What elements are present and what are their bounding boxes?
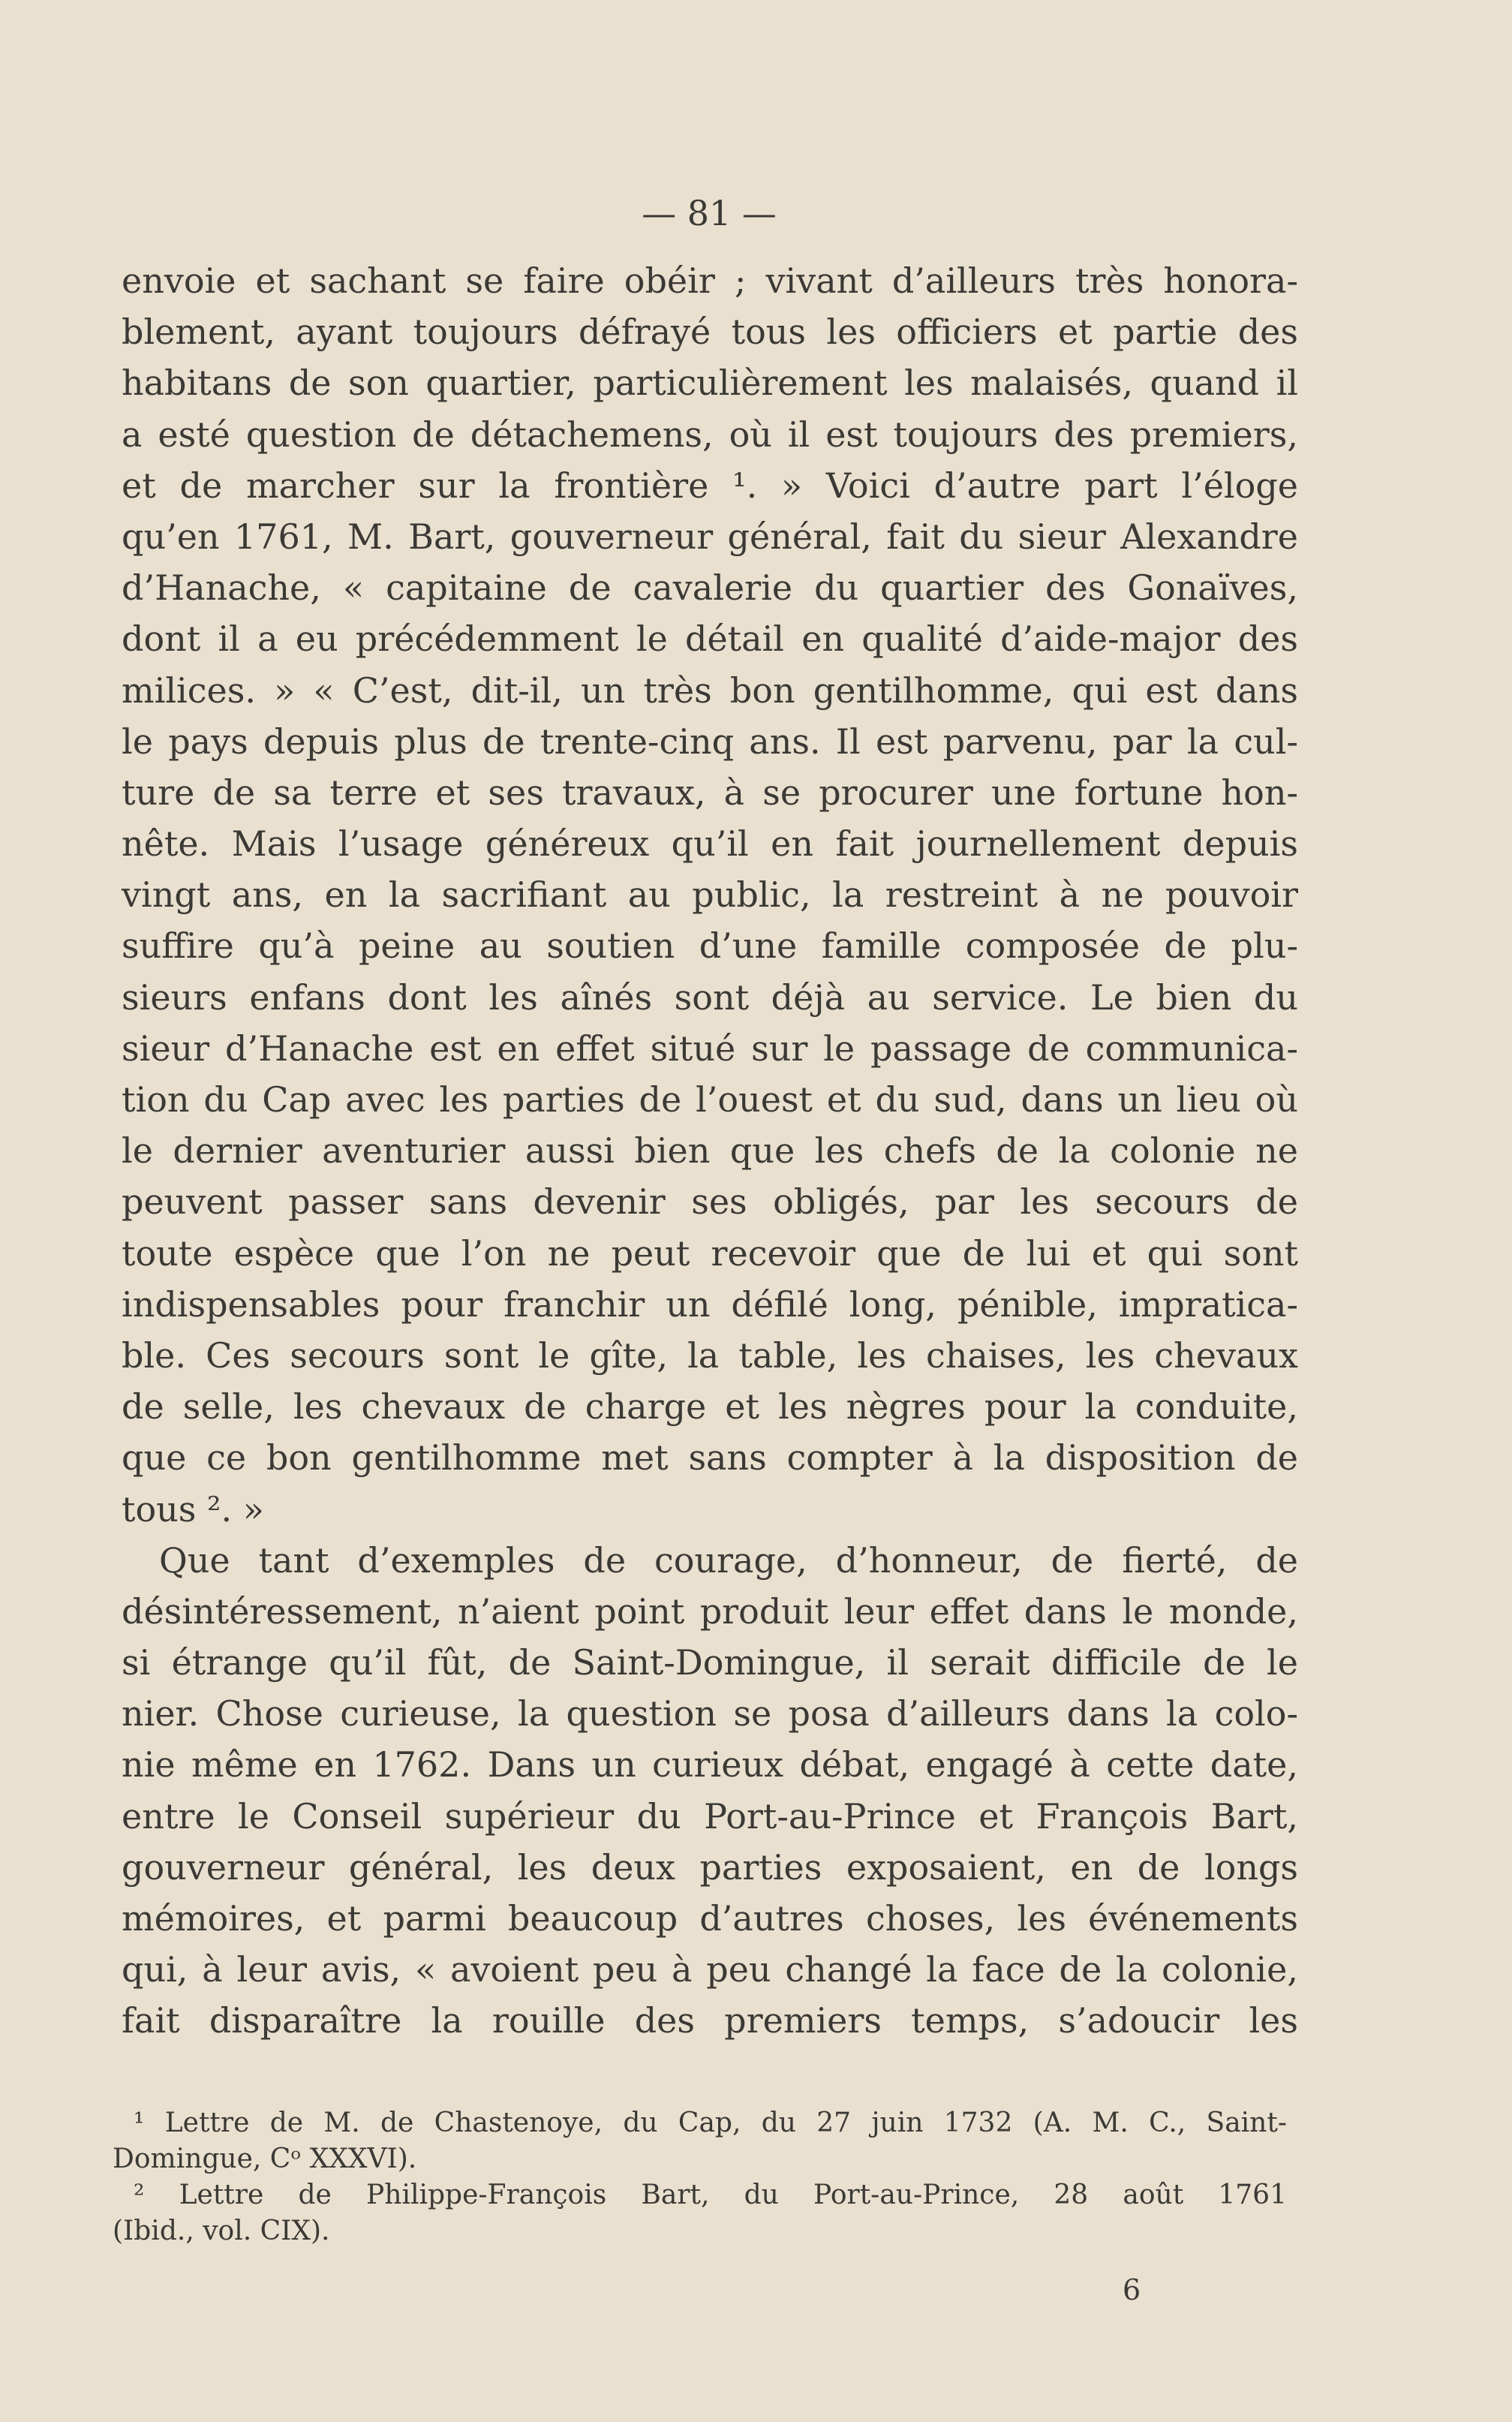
text-line: le pays depuis plus de trente-cinq ans. Il est parvenu, par la cul- (122, 721, 1298, 762)
text-line: sieur d’Hanache est en effet situé sur le passage de communica- (122, 1027, 1298, 1069)
text-line: peuvent passer sans devenir ses obligés, par les secours de (122, 1181, 1298, 1223)
text-line: a esté question de détachemens, où il est toujours des premiers, (122, 414, 1298, 455)
text-line: fait disparaître la rouille des premiers temps, s’adoucir les (122, 2000, 1298, 2041)
text-line: vingt ans, en la sacrifiant au public, la restreint à ne pouvoir (122, 874, 1298, 916)
text-line: Que tant d’exemples de courage, d’honneur, de fierté, de (159, 1539, 1298, 1581)
text-line: qui, à leur avis, « avoient peu à peu changé la face de la colonie, (122, 1949, 1298, 1990)
text-line: nier. Chose curieuse, la question se posa d’ailleurs dans la colo- (122, 1693, 1298, 1735)
text-line: et de marcher sur la frontière ¹. » Voici d’autre part l’éloge (122, 465, 1298, 506)
text-line: habitans de son quartier, particulièrement les malaisés, quand il (122, 363, 1298, 404)
text-line: tion du Cap avec les parties de l’ouest et du sud, dans un lieu où (122, 1079, 1298, 1120)
text-line: blement, ayant toujours défrayé tous les officiers et partie des (122, 311, 1298, 353)
text-line: nête. Mais l’usage généreux qu’il en fait journellement depuis (122, 823, 1298, 865)
text-line: ture de sa terre et ses travaux, à se procurer une fortune hon- (122, 772, 1298, 813)
text-line: sieurs enfans dont les aînés sont déjà au service. Le bien du (122, 976, 1298, 1018)
footnote-line: ¹ Lettre de M. de Chastenoye, du Cap, du 27 juin 1732 (A. M. C., Saint- (134, 2108, 1287, 2138)
text-line: de selle, les chevaux de charge et les nègres pour la conduite, (122, 1386, 1298, 1428)
text-line: que ce bon gentilhomme met sans compter à la disposition de (122, 1437, 1298, 1479)
text-line: gouverneur général, les deux parties exposaient, en de longs (122, 1846, 1298, 1888)
text-line: mémoires, et parmi beaucoup d’autres choses, les événements (122, 1898, 1298, 1939)
text-line: nie même en 1762. Dans un curieux débat, engagé à cette date, (122, 1744, 1298, 1786)
signature-mark: 6 (1123, 2273, 1141, 2306)
text-line: entre le Conseil supérieur du Port-au-Prince et François Bart, (122, 1795, 1298, 1837)
body-text (122, 255, 1298, 2047)
page-number: — 81 — (642, 193, 777, 233)
text-line: le dernier aventurier aussi bien que les chefs de la colonie ne (122, 1130, 1298, 1172)
footnote-line: ² Lettre de Philippe-François Bart, du Port-au-Prince, 28 août 1761 (134, 2180, 1287, 2210)
text-line: qu’en 1761, M. Bart, gouverneur général, fait du sieur Alexandre (122, 516, 1298, 557)
text-line: indispensables pour franchir un défilé long, pénible, impratica- (122, 1283, 1298, 1325)
text-line: si étrange qu’il fût, de Saint-Domingue, il serait difficile de le (122, 1642, 1298, 1683)
text-line: tous ². » (122, 1488, 264, 1530)
text-line: envoie et sachant se faire obéir ; vivant d’ailleurs très honora- (122, 260, 1298, 301)
text-line: milices. » « C’est, dit-il, un très bon gentilhomme, qui est dans (122, 669, 1298, 711)
footnotes (113, 2105, 1287, 2249)
footnote-line: Domingue, Cᵒ XXXVI). (113, 2144, 417, 2174)
text-line: d’Hanache, « capitaine de cavalerie du quartier des Gonaïves, (122, 567, 1298, 609)
text-line: ble. Ces secours sont le gîte, la table, les chaises, les chevaux (122, 1334, 1298, 1376)
footnote-line: (Ibid., vol. CIX). (113, 2216, 330, 2246)
text-line: suffire qu’à peine au soutien d’une famille composée de plu- (122, 925, 1298, 967)
text-line: dont il a eu précédemment le détail en qualité d’aide-major des (122, 618, 1298, 660)
text-line: toute espèce que l’on ne peut recevoir que de lui et qui sont (122, 1232, 1298, 1274)
text-line: désintéressement, n’aient point produit leur effet dans le monde, (122, 1590, 1298, 1632)
